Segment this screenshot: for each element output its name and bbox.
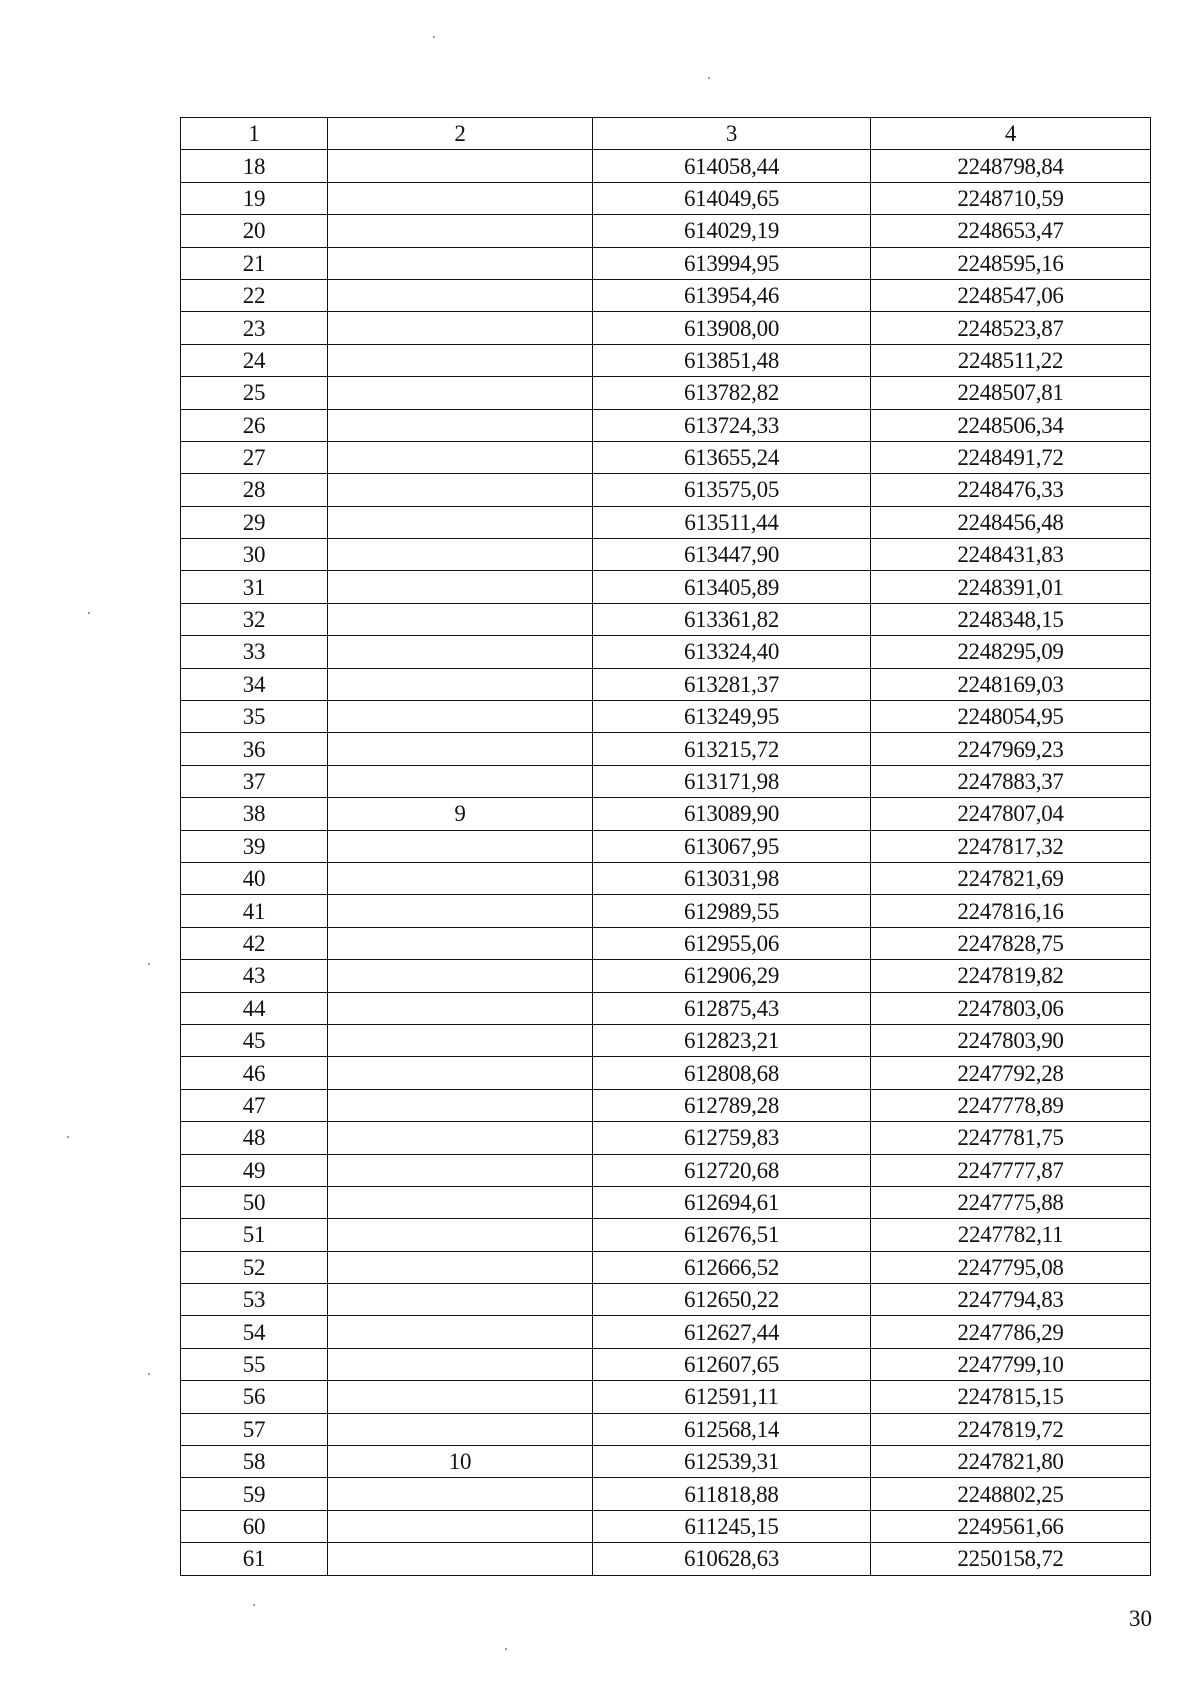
- section-cell: [328, 409, 593, 441]
- point-number-cell: 20: [181, 215, 328, 247]
- table-row: [181, 1348, 1151, 1380]
- y-coordinate-cell: 2248476,33: [871, 474, 1151, 506]
- table-body: [181, 150, 1151, 1575]
- x-coordinate-cell: 611245,15: [593, 1510, 871, 1542]
- y-coordinate-cell: 2248547,06: [871, 279, 1151, 311]
- y-coordinate-cell: 2247816,16: [871, 895, 1151, 927]
- point-number-cell: 19: [181, 182, 328, 214]
- point-number-cell: 34: [181, 668, 328, 700]
- x-coordinate-cell: 613031,98: [593, 862, 871, 894]
- y-coordinate-cell: 2247815,15: [871, 1381, 1151, 1413]
- table-row: [181, 1186, 1151, 1218]
- section-cell: [328, 1186, 593, 1218]
- point-number-cell: 41: [181, 895, 328, 927]
- point-number-cell: 54: [181, 1316, 328, 1348]
- x-coordinate-cell: 612989,55: [593, 895, 871, 927]
- table-row: [181, 215, 1151, 247]
- table-row: [181, 1543, 1151, 1575]
- scan-speck: [253, 1604, 255, 1606]
- table-row: [181, 539, 1151, 571]
- y-coordinate-cell: 2247803,06: [871, 992, 1151, 1024]
- y-coordinate-cell: 2247775,88: [871, 1186, 1151, 1218]
- section-cell: 9: [328, 798, 593, 830]
- point-number-cell: 40: [181, 862, 328, 894]
- point-number-cell: 30: [181, 539, 328, 571]
- section-cell: [328, 441, 593, 473]
- x-coordinate-cell: 613171,98: [593, 765, 871, 797]
- point-number-cell: 50: [181, 1186, 328, 1218]
- section-cell: [328, 312, 593, 344]
- table-row: [181, 409, 1151, 441]
- table-row: [181, 182, 1151, 214]
- header-cell-4: 4: [871, 118, 1151, 150]
- table-row: [181, 636, 1151, 668]
- point-number-cell: 48: [181, 1122, 328, 1154]
- point-number-cell: 27: [181, 441, 328, 473]
- section-cell: [328, 1089, 593, 1121]
- x-coordinate-cell: 612650,22: [593, 1284, 871, 1316]
- y-coordinate-cell: 2248653,47: [871, 215, 1151, 247]
- table-row: [181, 344, 1151, 376]
- table-row: [181, 668, 1151, 700]
- table-row: [181, 992, 1151, 1024]
- y-coordinate-cell: 2248506,34: [871, 409, 1151, 441]
- x-coordinate-cell: 613655,24: [593, 441, 871, 473]
- section-cell: [328, 506, 593, 538]
- y-coordinate-cell: 2248523,87: [871, 312, 1151, 344]
- section-cell: [328, 474, 593, 506]
- x-coordinate-cell: 610628,63: [593, 1543, 871, 1575]
- table-row: [181, 1154, 1151, 1186]
- y-coordinate-cell: 2248431,83: [871, 539, 1151, 571]
- x-coordinate-cell: 613782,82: [593, 377, 871, 409]
- y-coordinate-cell: 2247819,82: [871, 960, 1151, 992]
- table-row: [181, 247, 1151, 279]
- section-cell: [328, 150, 593, 182]
- section-cell: [328, 1510, 593, 1542]
- table-row: [181, 895, 1151, 927]
- scan-speck: [88, 612, 90, 614]
- point-number-cell: 18: [181, 150, 328, 182]
- point-number-cell: 44: [181, 992, 328, 1024]
- header-cell-1: 1: [181, 118, 328, 150]
- x-coordinate-cell: 613851,48: [593, 344, 871, 376]
- table-row: [181, 1024, 1151, 1056]
- y-coordinate-cell: 2248391,01: [871, 571, 1151, 603]
- section-cell: [328, 733, 593, 765]
- table-row: [181, 1057, 1151, 1089]
- table-header-row: [181, 118, 1151, 150]
- point-number-cell: 45: [181, 1024, 328, 1056]
- x-coordinate-cell: 613089,90: [593, 798, 871, 830]
- table-row: [181, 1381, 1151, 1413]
- x-coordinate-cell: 613405,89: [593, 571, 871, 603]
- y-coordinate-cell: 2248507,81: [871, 377, 1151, 409]
- section-cell: [328, 1543, 593, 1575]
- y-coordinate-cell: 2247792,28: [871, 1057, 1151, 1089]
- section-cell: [328, 1316, 593, 1348]
- header-cell-3: 3: [593, 118, 871, 150]
- section-cell: [328, 701, 593, 733]
- point-number-cell: 22: [181, 279, 328, 311]
- table-row: [181, 960, 1151, 992]
- x-coordinate-cell: 612676,51: [593, 1219, 871, 1251]
- point-number-cell: 24: [181, 344, 328, 376]
- point-number-cell: 39: [181, 830, 328, 862]
- x-coordinate-cell: 613249,95: [593, 701, 871, 733]
- y-coordinate-cell: 2247828,75: [871, 927, 1151, 959]
- point-number-cell: 35: [181, 701, 328, 733]
- y-coordinate-cell: 2247786,29: [871, 1316, 1151, 1348]
- section-cell: [328, 279, 593, 311]
- x-coordinate-cell: 613447,90: [593, 539, 871, 571]
- scan-speck: [67, 1136, 69, 1138]
- x-coordinate-cell: 612808,68: [593, 1057, 871, 1089]
- point-number-cell: 37: [181, 765, 328, 797]
- x-coordinate-cell: 614029,19: [593, 215, 871, 247]
- x-coordinate-cell: 612906,29: [593, 960, 871, 992]
- y-coordinate-cell: 2247799,10: [871, 1348, 1151, 1380]
- x-coordinate-cell: 612607,65: [593, 1348, 871, 1380]
- y-coordinate-cell: 2248295,09: [871, 636, 1151, 668]
- table-row: [181, 150, 1151, 182]
- y-coordinate-cell: 2247778,89: [871, 1089, 1151, 1121]
- x-coordinate-cell: 612875,43: [593, 992, 871, 1024]
- table-row: [181, 1446, 1151, 1478]
- section-cell: [328, 1381, 593, 1413]
- table-row: [181, 1251, 1151, 1283]
- table-row: [181, 474, 1151, 506]
- x-coordinate-cell: 612666,52: [593, 1251, 871, 1283]
- y-coordinate-cell: 2248595,16: [871, 247, 1151, 279]
- x-coordinate-cell: 614058,44: [593, 150, 871, 182]
- section-cell: [328, 668, 593, 700]
- section-cell: [328, 215, 593, 247]
- x-coordinate-cell: 613324,40: [593, 636, 871, 668]
- table-row: [181, 603, 1151, 635]
- y-coordinate-cell: 2247817,32: [871, 830, 1151, 862]
- x-coordinate-cell: 613954,46: [593, 279, 871, 311]
- x-coordinate-cell: 613215,72: [593, 733, 871, 765]
- section-cell: [328, 1219, 593, 1251]
- x-coordinate-cell: 612955,06: [593, 927, 871, 959]
- y-coordinate-cell: 2248169,03: [871, 668, 1151, 700]
- y-coordinate-cell: 2247795,08: [871, 1251, 1151, 1283]
- x-coordinate-cell: 614049,65: [593, 182, 871, 214]
- x-coordinate-cell: 613994,95: [593, 247, 871, 279]
- point-number-cell: 23: [181, 312, 328, 344]
- point-number-cell: 26: [181, 409, 328, 441]
- y-coordinate-cell: 2248802,25: [871, 1478, 1151, 1510]
- table-row: [181, 1284, 1151, 1316]
- table-row: [181, 1122, 1151, 1154]
- table-row: [181, 377, 1151, 409]
- x-coordinate-cell: 613361,82: [593, 603, 871, 635]
- x-coordinate-cell: 612539,31: [593, 1446, 871, 1478]
- table-row: [181, 1478, 1151, 1510]
- point-number-cell: 28: [181, 474, 328, 506]
- y-coordinate-cell: 2248054,95: [871, 701, 1151, 733]
- x-coordinate-cell: 613067,95: [593, 830, 871, 862]
- section-cell: [328, 1348, 593, 1380]
- section-cell: [328, 1024, 593, 1056]
- point-number-cell: 55: [181, 1348, 328, 1380]
- point-number-cell: 59: [181, 1478, 328, 1510]
- point-number-cell: 49: [181, 1154, 328, 1186]
- section-cell: [328, 960, 593, 992]
- y-coordinate-cell: 2247819,72: [871, 1413, 1151, 1445]
- x-coordinate-cell: 613724,33: [593, 409, 871, 441]
- table-row: [181, 701, 1151, 733]
- table-row: [181, 733, 1151, 765]
- point-number-cell: 47: [181, 1089, 328, 1121]
- y-coordinate-cell: 2247803,90: [871, 1024, 1151, 1056]
- table-row: [181, 1316, 1151, 1348]
- x-coordinate-cell: 613511,44: [593, 506, 871, 538]
- x-coordinate-cell: 612568,14: [593, 1413, 871, 1445]
- section-cell: 10: [328, 1446, 593, 1478]
- section-cell: [328, 1057, 593, 1089]
- x-coordinate-cell: 612720,68: [593, 1154, 871, 1186]
- section-cell: [328, 344, 593, 376]
- section-cell: [328, 862, 593, 894]
- table-row: [181, 279, 1151, 311]
- scan-speck: [433, 36, 435, 38]
- x-coordinate-cell: 612789,28: [593, 1089, 871, 1121]
- point-number-cell: 53: [181, 1284, 328, 1316]
- section-cell: [328, 1413, 593, 1445]
- y-coordinate-cell: 2248710,59: [871, 182, 1151, 214]
- y-coordinate-cell: 2247794,83: [871, 1284, 1151, 1316]
- point-number-cell: 58: [181, 1446, 328, 1478]
- y-coordinate-cell: 2247781,75: [871, 1122, 1151, 1154]
- section-cell: [328, 830, 593, 862]
- y-coordinate-cell: 2247807,04: [871, 798, 1151, 830]
- table-row: [181, 1413, 1151, 1445]
- point-number-cell: 42: [181, 927, 328, 959]
- point-number-cell: 25: [181, 377, 328, 409]
- table-row: [181, 312, 1151, 344]
- table-row: [181, 765, 1151, 797]
- y-coordinate-cell: 2247782,11: [871, 1219, 1151, 1251]
- x-coordinate-cell: 612591,11: [593, 1381, 871, 1413]
- point-number-cell: 52: [181, 1251, 328, 1283]
- section-cell: [328, 1122, 593, 1154]
- y-coordinate-cell: 2248511,22: [871, 344, 1151, 376]
- table-row: [181, 506, 1151, 538]
- table-row: [181, 1219, 1151, 1251]
- point-number-cell: 61: [181, 1543, 328, 1575]
- header-cell-2: 2: [328, 118, 593, 150]
- x-coordinate-cell: 612759,83: [593, 1122, 871, 1154]
- table-row: [181, 1510, 1151, 1542]
- y-coordinate-cell: 2250158,72: [871, 1543, 1151, 1575]
- section-cell: [328, 1284, 593, 1316]
- x-coordinate-cell: 612823,21: [593, 1024, 871, 1056]
- section-cell: [328, 603, 593, 635]
- point-number-cell: 43: [181, 960, 328, 992]
- y-coordinate-cell: 2248491,72: [871, 441, 1151, 473]
- scan-speck: [148, 1373, 150, 1375]
- section-cell: [328, 992, 593, 1024]
- point-number-cell: 36: [181, 733, 328, 765]
- table-row: [181, 830, 1151, 862]
- table-row: [181, 1089, 1151, 1121]
- scan-speck: [505, 1648, 507, 1650]
- point-number-cell: 38: [181, 798, 328, 830]
- y-coordinate-cell: 2248798,84: [871, 150, 1151, 182]
- point-number-cell: 33: [181, 636, 328, 668]
- table-row: [181, 798, 1151, 830]
- y-coordinate-cell: 2248456,48: [871, 506, 1151, 538]
- table-row: [181, 571, 1151, 603]
- x-coordinate-cell: 612694,61: [593, 1186, 871, 1218]
- y-coordinate-cell: 2247821,69: [871, 862, 1151, 894]
- x-coordinate-cell: 613281,37: [593, 668, 871, 700]
- y-coordinate-cell: 2247821,80: [871, 1446, 1151, 1478]
- section-cell: [328, 895, 593, 927]
- table-row: [181, 441, 1151, 473]
- y-coordinate-cell: 2249561,66: [871, 1510, 1151, 1542]
- point-number-cell: 60: [181, 1510, 328, 1542]
- point-number-cell: 29: [181, 506, 328, 538]
- table-row: [181, 927, 1151, 959]
- point-number-cell: 51: [181, 1219, 328, 1251]
- table-row: [181, 862, 1151, 894]
- x-coordinate-cell: 613908,00: [593, 312, 871, 344]
- x-coordinate-cell: 612627,44: [593, 1316, 871, 1348]
- y-coordinate-cell: 2248348,15: [871, 603, 1151, 635]
- point-number-cell: 31: [181, 571, 328, 603]
- x-coordinate-cell: 611818,88: [593, 1478, 871, 1510]
- section-cell: [328, 247, 593, 279]
- section-cell: [328, 1251, 593, 1283]
- section-cell: [328, 636, 593, 668]
- scan-speck: [148, 963, 150, 965]
- point-number-cell: 21: [181, 247, 328, 279]
- section-cell: [328, 927, 593, 959]
- section-cell: [328, 539, 593, 571]
- section-cell: [328, 1154, 593, 1186]
- y-coordinate-cell: 2247777,87: [871, 1154, 1151, 1186]
- scan-speck: [708, 77, 710, 79]
- y-coordinate-cell: 2247883,37: [871, 765, 1151, 797]
- point-number-cell: 56: [181, 1381, 328, 1413]
- x-coordinate-cell: 613575,05: [593, 474, 871, 506]
- section-cell: [328, 182, 593, 214]
- point-number-cell: 57: [181, 1413, 328, 1445]
- y-coordinate-cell: 2247969,23: [871, 733, 1151, 765]
- section-cell: [328, 765, 593, 797]
- section-cell: [328, 571, 593, 603]
- coordinates-table: [180, 117, 1151, 1576]
- point-number-cell: 46: [181, 1057, 328, 1089]
- page-number: 30: [1129, 1606, 1152, 1631]
- point-number-cell: 32: [181, 603, 328, 635]
- section-cell: [328, 377, 593, 409]
- section-cell: [328, 1478, 593, 1510]
